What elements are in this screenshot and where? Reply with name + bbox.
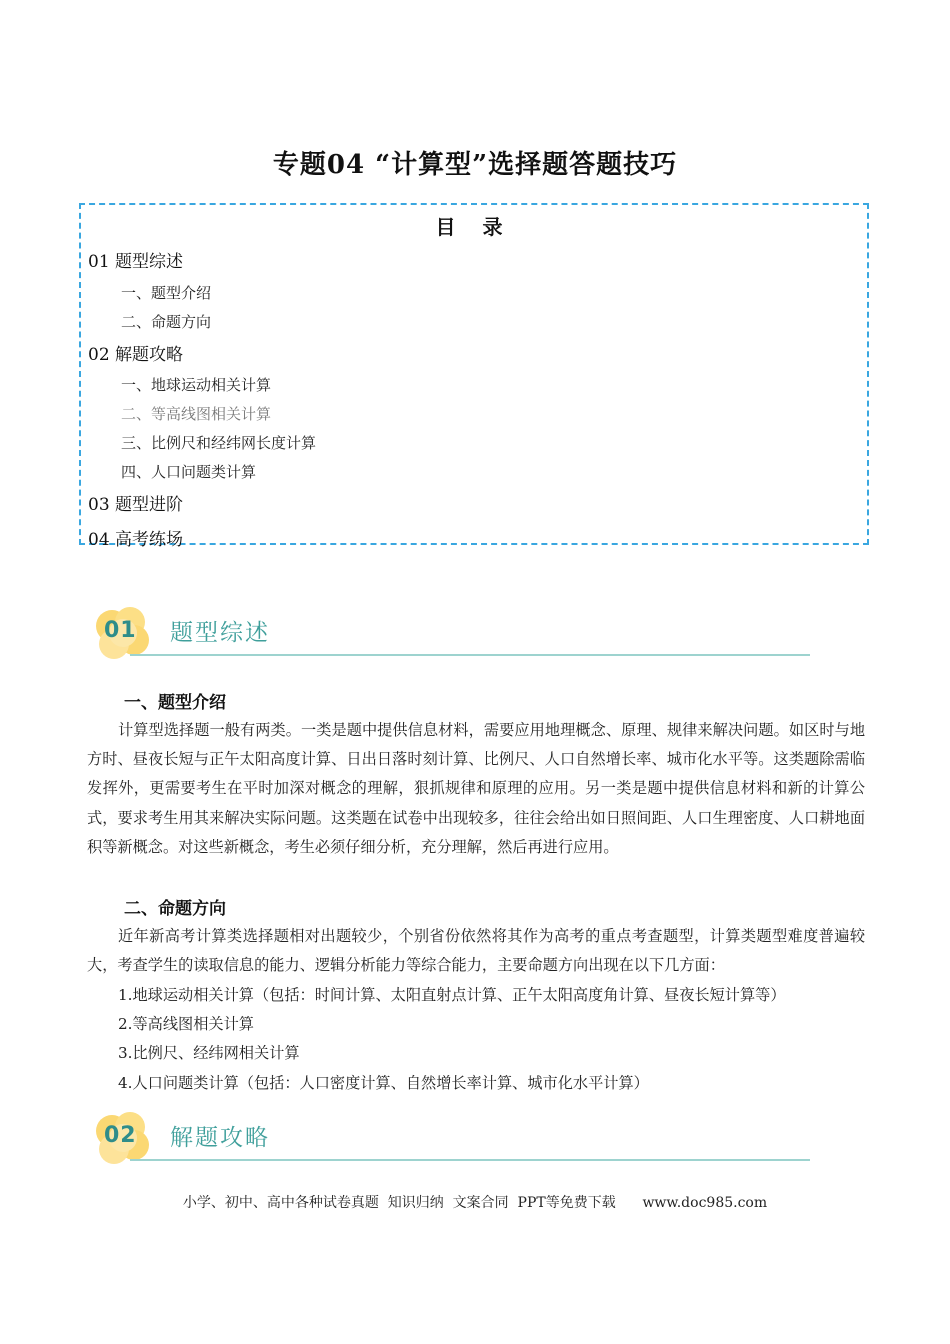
section-banner-02 <box>90 1105 810 1175</box>
banner-number: 01 <box>104 618 137 643</box>
toc-section-04[interactable]: 04 高考练场 <box>88 530 184 550</box>
direction-item-1: 1.地球运动相关计算（包括：时间计算、太阳直射点计算、正午太阳高度角计算、昼夜长短计算等） <box>118 986 786 1004</box>
toc-section-01[interactable]: 01 题型综述 <box>88 252 184 272</box>
banner-number: 02 <box>104 1123 137 1148</box>
toc-item-1-1[interactable]: 一、题型介绍 <box>121 284 212 302</box>
toc-item-2-1[interactable]: 一、地球运动相关计算 <box>121 376 272 394</box>
document-title: 专题04 “计算型”选择题答题技巧 <box>272 150 678 180</box>
toc-item-1-2[interactable]: 二、命题方向 <box>121 313 212 331</box>
toc-item-2-3[interactable]: 三、比例尺和经纬网长度计算 <box>121 434 317 452</box>
paragraph-intro-text: 计算型选择题一般有两类。一类是题中提供信息材料，需要应用地理概念、原理、规律来解决问题。如区时与地方时、昼夜长短与正午太阳高度计算、日出日落时刻计算、比例尺、人口自然增长率、城市化水平等。这类题除需临发挥外，更需要考生在平时加深对概念的理解，狠抓规律和原理的应用。另一类是题中提供信息材料和新的计算公式，要求考生用其来解决实际问题。这类题在试卷中出现较多，往往会给出如日照间距、人口生理密度、人口耕地面积等新概念。对这些新概念，考生必须仔细分析，充分理解，然后再进行应用。 <box>87 721 865 856</box>
banner-label: 解题攻略 <box>170 1125 270 1151</box>
toc-heading: 目 录 <box>435 215 513 239</box>
banner-label: 题型综述 <box>170 620 270 646</box>
toc-item-2-4[interactable]: 四、人口问题类计算 <box>121 463 257 481</box>
page-footer: 小学、初中、高中各种试卷真题 知识归纳 文案合同 PPT等免费下载 www.doc985.com <box>182 1195 768 1211</box>
banner-divider <box>130 654 810 656</box>
direction-item-4: 4.人口问题类计算（包括：人口密度计算、自然增长率计算、城市化水平计算） <box>118 1074 649 1092</box>
paragraph-direction-text: 近年新高考计算类选择题相对出题较少，个别省份依然将其作为高考的重点考查题型，计算类题型难度普遍较大，考查学生的读取信息的能力、逻辑分析能力等综合能力，主要命题方向出现在以下几方面： <box>87 927 865 975</box>
paragraph-direction <box>87 922 865 980</box>
direction-item-2: 2.等高线图相关计算 <box>118 1015 254 1033</box>
toc-section-02[interactable]: 02 解题攻略 <box>88 345 184 365</box>
paragraph-intro <box>87 716 865 862</box>
banner-divider <box>130 1159 810 1161</box>
toc-item-2-2[interactable]: 二、等高线图相关计算 <box>121 405 272 423</box>
heading-intro: 一、题型介绍 <box>124 693 226 713</box>
heading-direction: 二、命题方向 <box>124 899 226 919</box>
table-of-contents <box>79 203 869 550</box>
toc-section-03[interactable]: 03 题型进阶 <box>88 495 184 515</box>
section-banner-01 <box>90 600 810 670</box>
direction-item-3: 3.比例尺、经纬网相关计算 <box>118 1044 300 1062</box>
